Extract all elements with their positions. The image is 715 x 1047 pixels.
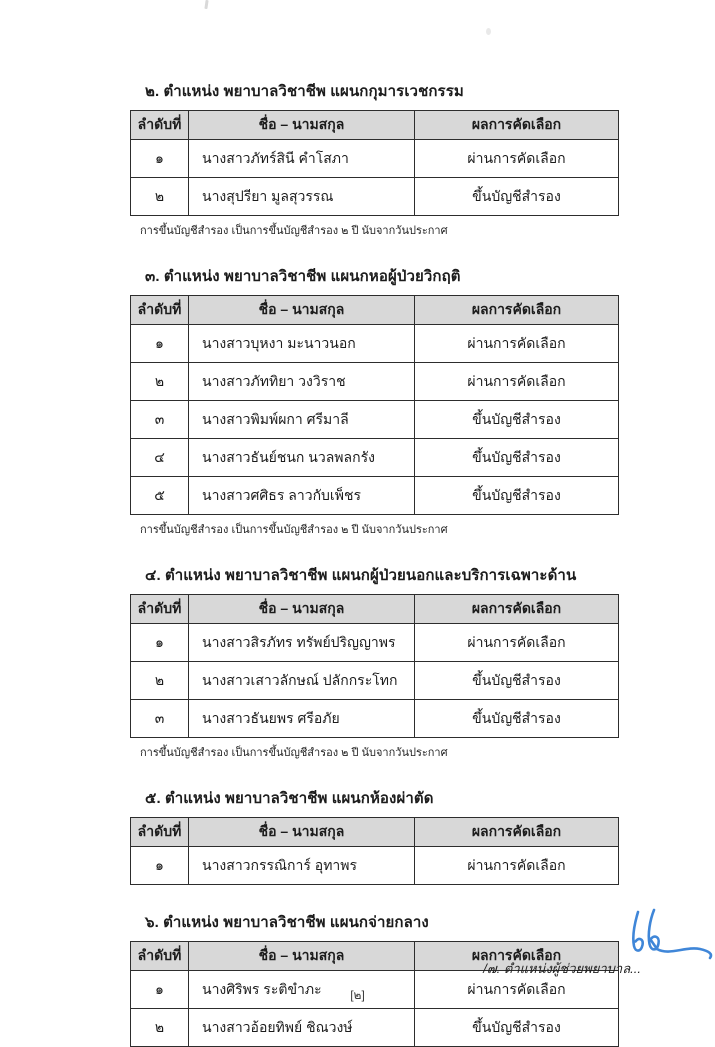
position-section xyxy=(130,786,625,885)
selection-result-table xyxy=(130,295,619,515)
table-row xyxy=(131,1009,619,1047)
row-no: ๒ xyxy=(131,178,189,216)
row-result: ขึ้นบัญชีสำรอง xyxy=(415,401,619,439)
row-result: ผ่านการคัดเลือก xyxy=(415,325,619,363)
row-no: ๒ xyxy=(131,662,189,700)
selection-result-table xyxy=(130,110,619,216)
col-header-name: ชื่อ – นามสกุล xyxy=(189,818,415,847)
row-result: ขึ้นบัญชีสำรอง xyxy=(415,700,619,738)
position-section xyxy=(130,79,625,239)
row-result: ขึ้นบัญชีสำรอง xyxy=(415,1009,619,1047)
table-row xyxy=(131,700,619,738)
row-name: นางสาวกรรณิการ์ อุทาพร xyxy=(189,847,415,885)
row-name: นางสาวอ้อยทิพย์ ชิณวงษ์ xyxy=(189,1009,415,1047)
position-section xyxy=(130,563,625,761)
col-header-no: ลำดับที่ xyxy=(131,296,189,325)
row-result: ผ่านการคัดเลือก xyxy=(415,847,619,885)
col-header-name: ชื่อ – นามสกุล xyxy=(189,942,415,971)
row-name: นางสาวบุหงา มะนาวนอก xyxy=(189,325,415,363)
section-title: ๕. ตำแหน่ง พยาบาลวิชาชีพ แผนกห้องผ่าตัด xyxy=(145,790,434,807)
row-result: ผ่านการคัดเลือก xyxy=(415,624,619,662)
table-header-row xyxy=(131,296,619,325)
table-row xyxy=(131,178,619,216)
row-no: ๑ xyxy=(131,624,189,662)
row-no: ๓ xyxy=(131,700,189,738)
row-no: ๑ xyxy=(131,847,189,885)
row-result: ผ่านการคัดเลือก xyxy=(415,363,619,401)
row-no: ๒ xyxy=(131,1009,189,1047)
row-name: นางสาวสิรภัทร ทรัพย์ปริญญาพร xyxy=(189,624,415,662)
col-header-name: ชื่อ – นามสกุล xyxy=(189,595,415,624)
scan-speck xyxy=(204,0,208,9)
row-name: นางสุปรียา มูลสุวรรณ xyxy=(189,178,415,216)
section-title: ๖. ตำแหน่ง พยาบาลวิชาชีพ แผนกจ่ายกลาง xyxy=(145,914,429,931)
selection-result-table xyxy=(130,594,619,738)
reserve-list-note: การขึ้นบัญชีสำรอง เป็นการขึ้นบัญชีสำรอง ๒ ปี นับจากวันประกาศ xyxy=(140,225,448,237)
reserve-list-note: การขึ้นบัญชีสำรอง เป็นการขึ้นบัญชีสำรอง ๒ ปี นับจากวันประกาศ xyxy=(140,747,448,759)
row-name: นางสาวภัททิยา วงวิราช xyxy=(189,363,415,401)
row-no: ๑ xyxy=(131,140,189,178)
row-name: นางศิริพร ระติขำภะ xyxy=(189,971,415,1009)
continuation-note: /๗. ตำแหน่งผู้ช่วยพยาบาล... xyxy=(483,961,641,976)
section-title: ๓. ตำแหน่ง พยาบาลวิชาชีพ แผนกหอผู้ป่วยวิกฤติ xyxy=(145,268,461,285)
table-header-row xyxy=(131,595,619,624)
position-section xyxy=(130,264,625,538)
col-header-result: ผลการคัดเลือก xyxy=(415,296,619,325)
row-result: ขึ้นบัญชีสำรอง xyxy=(415,178,619,216)
table-row xyxy=(131,662,619,700)
selection-result-table xyxy=(130,817,619,885)
table-row xyxy=(131,401,619,439)
row-name: นางสาวเสาวลักษณ์ ปลักกระโทก xyxy=(189,662,415,700)
table-header-row xyxy=(131,818,619,847)
page-number: [๒] xyxy=(350,988,365,1002)
sections-container xyxy=(130,79,625,1047)
table-row xyxy=(131,477,619,515)
scan-speck xyxy=(486,28,491,35)
section-title: ๔. ตำแหน่ง พยาบาลวิชาชีพ แผนกผู้ป่วยนอกและบริการเฉพาะด้าน xyxy=(145,567,577,584)
row-result: ขึ้นบัญชีสำรอง xyxy=(415,439,619,477)
col-header-result: ผลการคัดเลือก xyxy=(415,595,619,624)
col-header-result: ผลการคัดเลือก xyxy=(415,111,619,140)
table-row xyxy=(131,439,619,477)
table-row xyxy=(131,624,619,662)
row-result: ขึ้นบัญชีสำรอง xyxy=(415,477,619,515)
row-name: นางสาวศศิธร ลาวกับเพ็ชร xyxy=(189,477,415,515)
table-row xyxy=(131,140,619,178)
section-title: ๒. ตำแหน่ง พยาบาลวิชาชีพ แผนกกุมารเวชกรรม xyxy=(145,83,464,100)
row-name: นางสาวธันยพร ศรีอภัย xyxy=(189,700,415,738)
row-no: ๒ xyxy=(131,363,189,401)
col-header-no: ลำดับที่ xyxy=(131,818,189,847)
row-name: นางสาวภัทร์สินี คำโสภา xyxy=(189,140,415,178)
row-no: ๔ xyxy=(131,439,189,477)
col-header-no: ลำดับที่ xyxy=(131,942,189,971)
row-no: ๑ xyxy=(131,971,189,1009)
col-header-no: ลำดับที่ xyxy=(131,595,189,624)
row-result: ผ่านการคัดเลือก xyxy=(415,140,619,178)
row-no: ๑ xyxy=(131,325,189,363)
col-header-name: ชื่อ – นามสกุล xyxy=(189,296,415,325)
row-name: นางสาวธันย์ชนก นวลพลกรัง xyxy=(189,439,415,477)
table-row xyxy=(131,325,619,363)
row-name: นางสาวพิมพ์ผกา ศรีมาลี xyxy=(189,401,415,439)
col-header-result: ผลการคัดเลือก xyxy=(415,818,619,847)
col-header-result: ผลการคัดเลือก xyxy=(415,942,619,971)
col-header-name: ชื่อ – นามสกุล xyxy=(189,111,415,140)
row-no: ๕ xyxy=(131,477,189,515)
table-header-row xyxy=(131,111,619,140)
table-row xyxy=(131,847,619,885)
reserve-list-note: การขึ้นบัญชีสำรอง เป็นการขึ้นบัญชีสำรอง ๒ ปี นับจากวันประกาศ xyxy=(140,524,448,536)
row-result: ขึ้นบัญชีสำรอง xyxy=(415,662,619,700)
col-header-no: ลำดับที่ xyxy=(131,111,189,140)
table-row xyxy=(131,363,619,401)
row-no: ๓ xyxy=(131,401,189,439)
row-result: ผ่านการคัดเลือก xyxy=(415,971,619,1009)
